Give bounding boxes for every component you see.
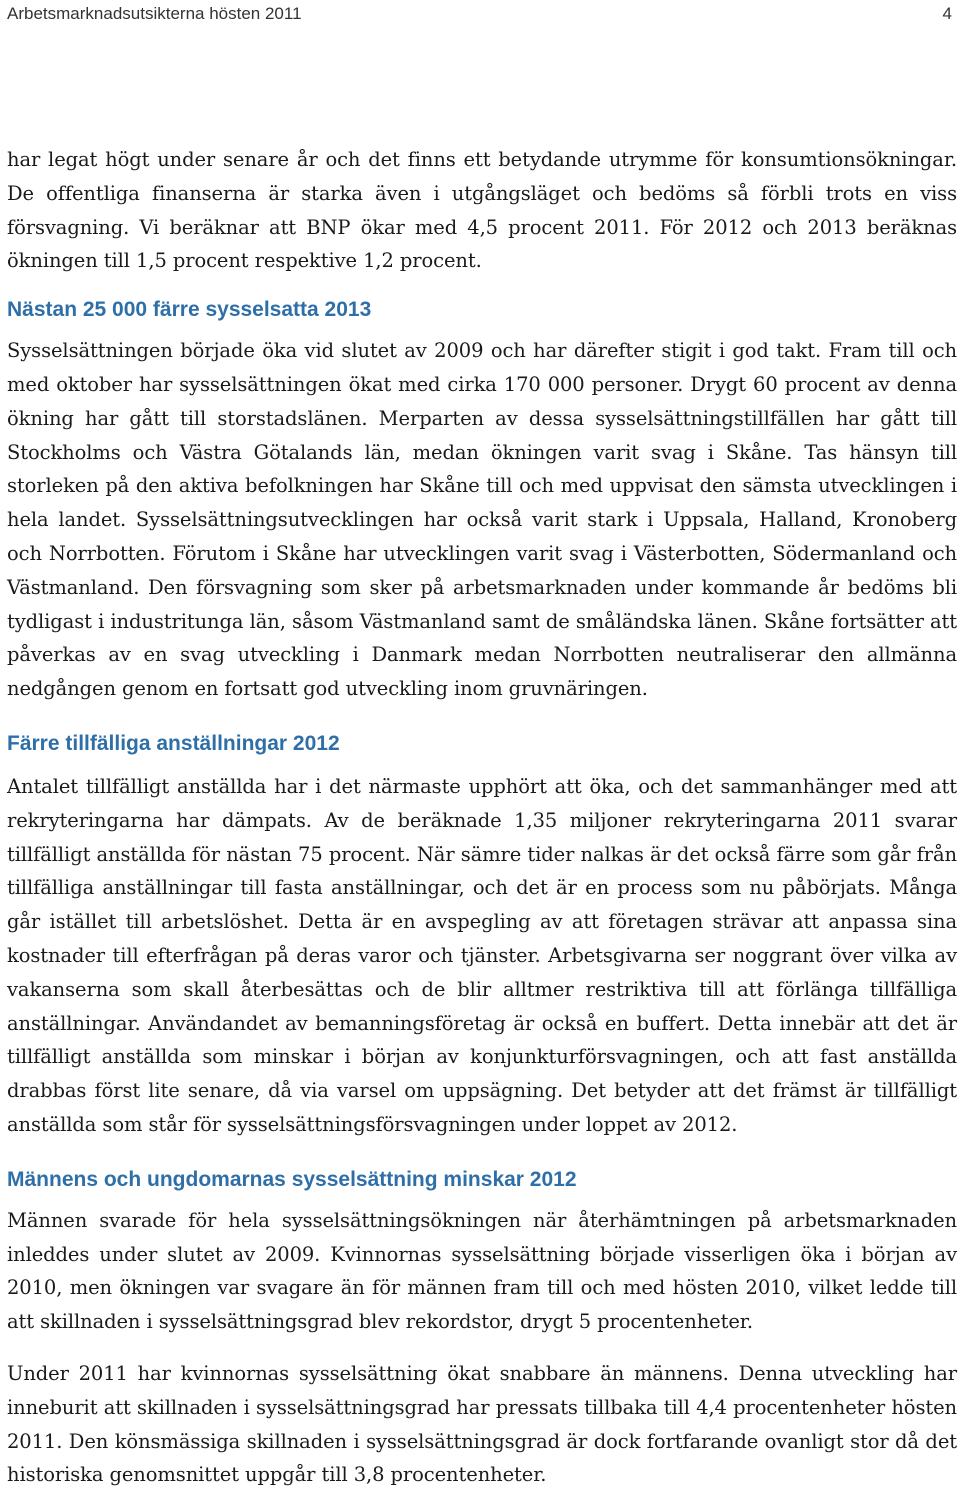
tillfalliga-paragraph: Antalet tillfälligt anställda har i det närmaste upphört att öka, och det sammanhänger med att rekryteringarna har dämpats. Av de beräknade 1,35 miljoner rekryteringarna 2011 svarar tillfälligt anställda för nästan 75 procent. När sämre tider nalkas är det också färre som går från tillfälliga anställningar till fasta anställningar, och det är en process som nu påbörjats. Många går istället till arbetslöshet. Detta är en avspegling av att företagen strävar att anpassa sina kostnader till efterfrågan på deras varor och tjänster. Arbetsgivarna ser noggrant över vilka av vakanserna som skall återbesättas och de blir alltmer restriktiva till att förlänga tillfälliga anställningar. Användandet av bemanningsföretag är också en buffert. Detta innebär att det är tillfälligt anställda som minskar i början av konjunkturförsvagningen, och att fast anställda drabbas först lite senare, då via varsel om uppsägning. Det betyder att det främst är tillfälligt anställda som står för sysselsättningsförsvagningen under loppet av 2012.	[7, 774, 957, 1136]
page-number: 4	[942, 4, 952, 23]
section-heading-tillfalliga: Färre tillfälliga anställningar 2012	[7, 731, 340, 755]
section-heading-mannens: Männens och ungdomarnas sysselsättning minskar 2012	[7, 1167, 577, 1191]
mannens-paragraph-1: Männen svarade för hela sysselsättningsökningen när återhämtningen på arbetsmarknaden inleddes under slutet av 2009. Kvinnornas sysselsättning började visserligen öka i början av 2010, men ökningen var svagare än för männen fram till och med hösten 2010, vilket ledde till att skillnaden i sysselsättningsgrad blev rekordstor, drygt 5 procentenheter.	[7, 1208, 957, 1334]
running-header	[0, 0, 960, 26]
mannens-paragraph-2: Under 2011 har kvinnornas sysselsättning ökat snabbare än männens. Denna utveckling har inneburit att skillnaden i sysselsättningsgrad har pressats tillbaka till 4,4 procentenheter hösten 2011. Den könsmässiga skillnaden i sysselsättningsgrad är dock fortfarande ovanligt stor då det historiska genomsnittet uppgår till 3,8 procentenheter.	[7, 1361, 957, 1487]
document-title: Arbetsmarknadsutsikterna hösten 2011	[7, 4, 302, 23]
section-heading-sysselsatta: Nästan 25 000 färre sysselsatta 2013	[7, 298, 372, 322]
intro-paragraph: har legat högt under senare år och det finns ett betydande utrymme för konsumtionsökningar. De offentliga finanserna är starka även i utgångsläget och bedöms så förbli trots en viss försvagning. Vi beräknar att BNP ökar med 4,5 procent 2011. För 2012 och 2013 beräknas ökningen till 1,5 procent respektive 1,2 procent.	[7, 148, 957, 273]
sysselsatta-paragraph: Sysselsättningen började öka vid slutet av 2009 och har därefter stigit i god takt. Fram till och med oktober har sysselsättningen ökat med cirka 170 000 personer. Drygt 60 procent av denna ökning har gått till storstadslänen. Merparten av dessa sysselsättningstillfällen har gått till Stockholms och Västra Götalands län, medan ökningen varit svag i Skåne. Tas hänsyn till storleken på den aktiva befolkningen har Skåne till och med uppvisat den sämsta utvecklingen i hela landet. Sysselsättningsutvecklingen har också varit stark i Uppsala, Halland, Kronoberg och Norrbotten. Förutom i Skåne har utvecklingen varit svag i Västerbotten, Södermanland och Västmanland. Den försvagning som sker på arbetsmarknaden under kommande år bedöms bli tydligast i industritunga län, såsom Västmanland samt de småländska länen. Skåne fortsätter att påverkas av en svag utveckling i Danmark medan Norrbotten neutraliserar den allmänna nedgången genom en fortsatt god utveckling inom gruvnäringen.	[7, 339, 957, 701]
page-body	[7, 143, 957, 1492]
